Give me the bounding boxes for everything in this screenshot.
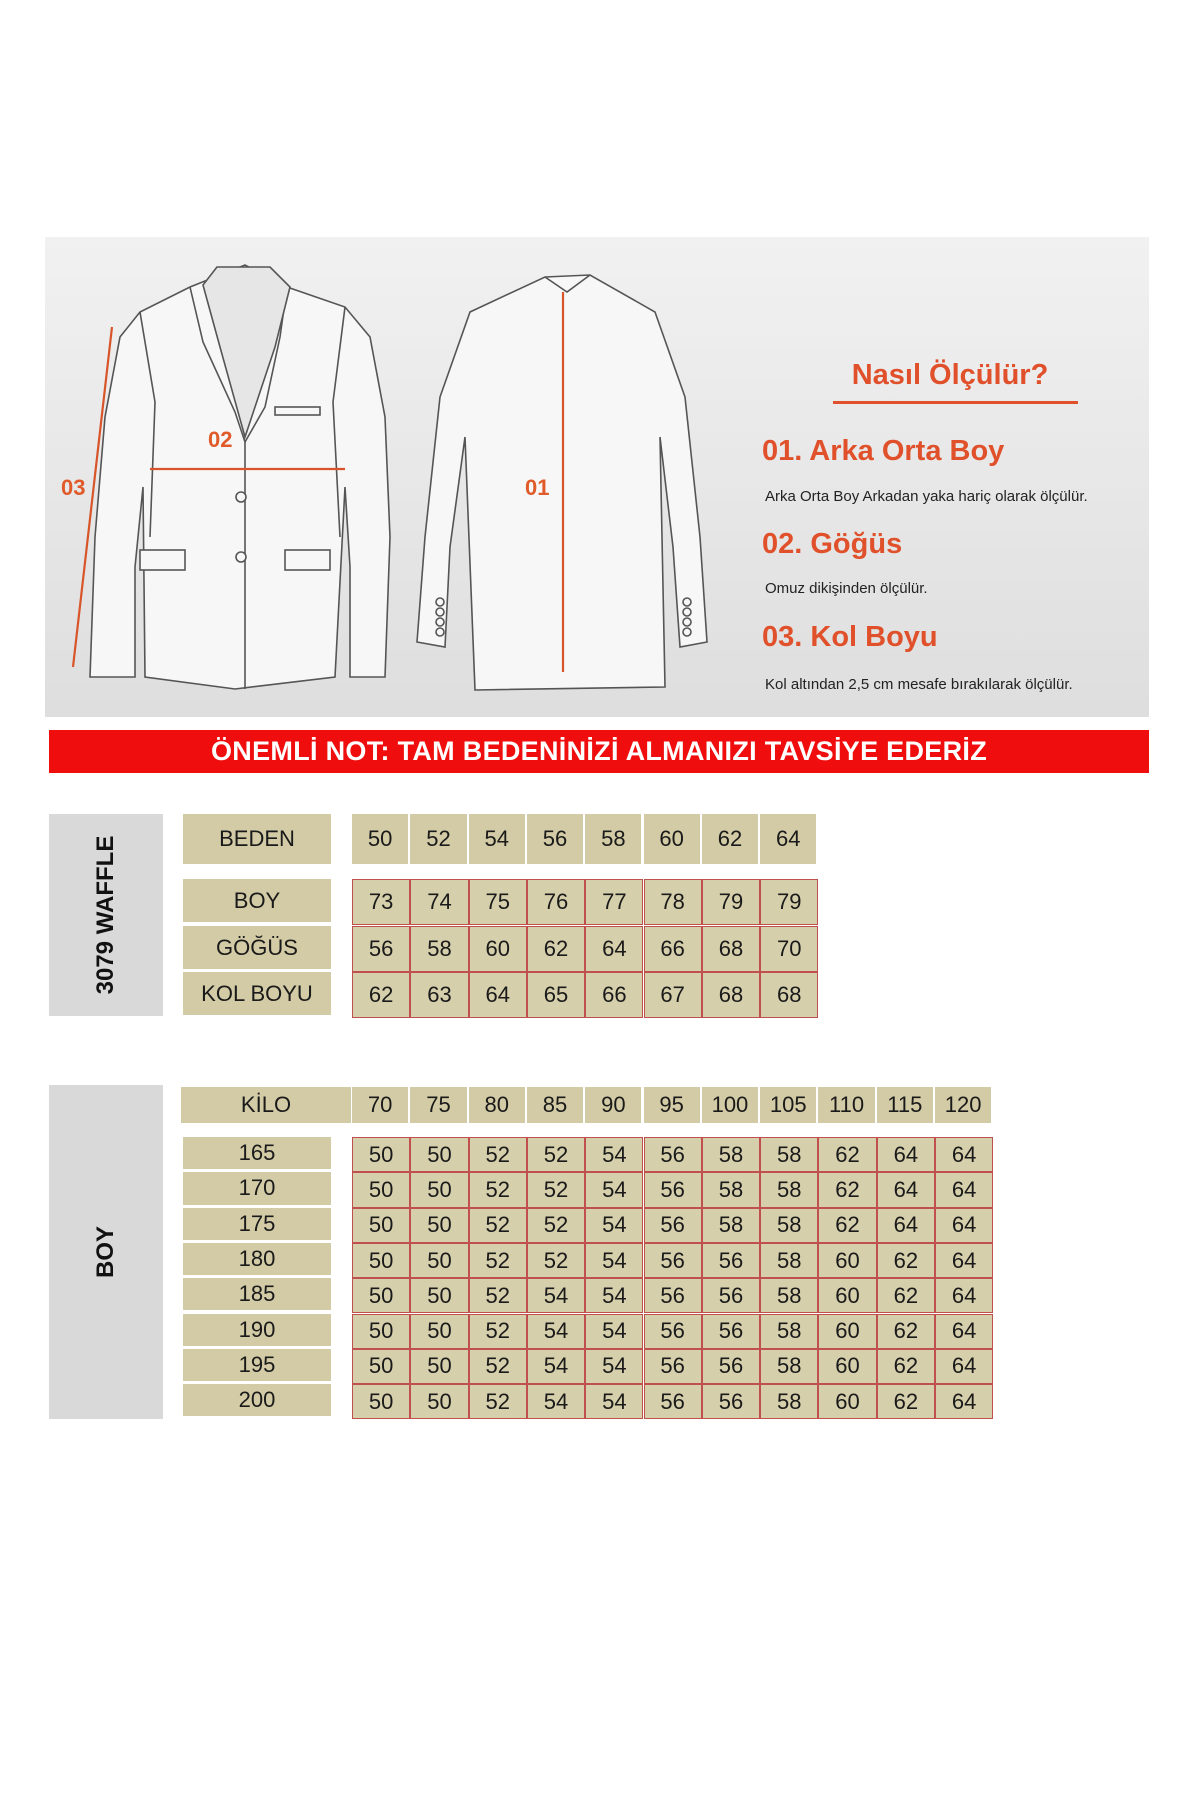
size-value-cell: 74 <box>410 879 468 925</box>
size-value-cell: 64 <box>469 972 527 1018</box>
fit-value-cell: 60 <box>818 1349 876 1384</box>
fit-value-cell: 58 <box>760 1278 818 1313</box>
fit-value-cell: 50 <box>352 1278 410 1313</box>
size-value-cell: 68 <box>702 972 760 1018</box>
fit-value-cell: 50 <box>352 1172 410 1207</box>
size-value-cell: 78 <box>644 879 702 925</box>
fit-value-cell: 52 <box>527 1208 585 1243</box>
fit-value-cell: 56 <box>644 1172 702 1207</box>
jacket-illustration <box>45 237 1149 717</box>
fit-value-cell: 54 <box>585 1172 643 1207</box>
fit-value-cell: 64 <box>935 1384 993 1419</box>
fit-value-cell: 62 <box>877 1243 935 1278</box>
fit-header-cell: 95 <box>644 1087 700 1123</box>
fit-header-label: KİLO <box>181 1087 351 1123</box>
fit-table-sidebar <box>49 1085 163 1419</box>
size-header-cell: 52 <box>410 814 466 864</box>
fit-row-label: 180 <box>183 1243 331 1275</box>
fit-value-cell: 54 <box>527 1278 585 1313</box>
fit-value-cell: 50 <box>352 1384 410 1419</box>
fit-value-cell: 50 <box>352 1137 410 1172</box>
fit-value-cell: 58 <box>760 1208 818 1243</box>
size-value-cell: 67 <box>644 972 702 1018</box>
size-header-cell: 50 <box>352 814 408 864</box>
fit-value-cell: 50 <box>352 1349 410 1384</box>
size-header-cell: 54 <box>469 814 525 864</box>
fit-value-cell: 62 <box>877 1349 935 1384</box>
fit-value-cell: 56 <box>702 1314 760 1349</box>
fit-value-cell: 56 <box>702 1384 760 1419</box>
fit-header-cell: 120 <box>935 1087 991 1123</box>
fit-row-label: 165 <box>183 1137 331 1169</box>
fit-value-cell: 50 <box>352 1208 410 1243</box>
size-value-cell: 77 <box>585 879 643 925</box>
fit-value-cell: 50 <box>410 1314 468 1349</box>
size-row-label: KOL BOYU <box>183 972 331 1015</box>
fit-value-cell: 64 <box>935 1172 993 1207</box>
fit-value-cell: 54 <box>527 1349 585 1384</box>
fit-value-cell: 64 <box>935 1208 993 1243</box>
fit-value-cell: 60 <box>818 1384 876 1419</box>
fit-value-cell: 62 <box>877 1314 935 1349</box>
fit-value-cell: 64 <box>877 1172 935 1207</box>
size-value-cell: 68 <box>702 926 760 972</box>
fit-value-cell: 52 <box>469 1243 527 1278</box>
fit-value-cell: 54 <box>585 1278 643 1313</box>
size-value-cell: 68 <box>760 972 818 1018</box>
fit-value-cell: 50 <box>410 1208 468 1243</box>
fit-value-cell: 56 <box>702 1243 760 1278</box>
size-value-cell: 79 <box>760 879 818 925</box>
fit-value-cell: 60 <box>818 1243 876 1278</box>
fit-header-cell: 100 <box>702 1087 758 1123</box>
fit-value-cell: 54 <box>527 1384 585 1419</box>
fit-value-cell: 64 <box>877 1137 935 1172</box>
title-underline <box>833 401 1078 404</box>
fit-value-cell: 62 <box>877 1384 935 1419</box>
fit-table-side-label: BOY <box>92 1225 119 1279</box>
size-value-cell: 64 <box>585 926 643 972</box>
size-header-cell: 56 <box>527 814 583 864</box>
size-value-cell: 62 <box>527 926 585 972</box>
fit-value-cell: 52 <box>469 1278 527 1313</box>
step-1-title: 01. Arka Orta Boy <box>762 435 1005 467</box>
fit-value-cell: 64 <box>935 1243 993 1278</box>
size-header-cell: 58 <box>585 814 641 864</box>
fit-value-cell: 50 <box>410 1243 468 1278</box>
how-to-measure-title: Nasıl Ölçülür? <box>851 359 1049 391</box>
fit-row-label: 175 <box>183 1208 331 1240</box>
fit-value-cell: 56 <box>644 1208 702 1243</box>
measurement-guide <box>45 237 1149 717</box>
fit-value-cell: 50 <box>410 1349 468 1384</box>
fit-value-cell: 52 <box>469 1137 527 1172</box>
step-2-desc: Omuz dikişinden ölçülür. <box>765 580 928 597</box>
size-value-cell: 65 <box>527 972 585 1018</box>
fit-value-cell: 58 <box>702 1137 760 1172</box>
fit-value-cell: 56 <box>702 1349 760 1384</box>
size-value-cell: 79 <box>702 879 760 925</box>
fit-value-cell: 52 <box>469 1314 527 1349</box>
fit-value-cell: 64 <box>877 1208 935 1243</box>
fit-value-cell: 54 <box>585 1243 643 1278</box>
fit-value-cell: 50 <box>410 1278 468 1313</box>
fit-value-cell: 60 <box>818 1314 876 1349</box>
fit-header-cell: 85 <box>527 1087 583 1123</box>
size-value-cell: 66 <box>585 972 643 1018</box>
fit-value-cell: 52 <box>527 1172 585 1207</box>
size-value-cell: 62 <box>352 972 410 1018</box>
size-value-cell: 75 <box>469 879 527 925</box>
fit-value-cell: 64 <box>935 1137 993 1172</box>
fit-value-cell: 50 <box>352 1314 410 1349</box>
size-table-sidebar <box>49 814 163 1016</box>
fit-value-cell: 50 <box>352 1243 410 1278</box>
fit-value-cell: 50 <box>410 1172 468 1207</box>
fit-value-cell: 54 <box>585 1137 643 1172</box>
fit-value-cell: 56 <box>702 1278 760 1313</box>
fit-row-label: 170 <box>183 1172 331 1204</box>
fit-header-cell: 110 <box>818 1087 874 1123</box>
fit-value-cell: 60 <box>818 1278 876 1313</box>
size-value-cell: 63 <box>410 972 468 1018</box>
fit-value-cell: 58 <box>760 1243 818 1278</box>
size-header-cell: 62 <box>702 814 758 864</box>
fit-value-cell: 58 <box>702 1208 760 1243</box>
step-2-title: 02. Göğüs <box>762 528 903 560</box>
fit-value-cell: 52 <box>527 1243 585 1278</box>
chest-marker: 02 <box>208 427 233 452</box>
fit-row-label: 190 <box>183 1314 331 1346</box>
step-3-title: 03. Kol Boyu <box>762 621 938 653</box>
fit-value-cell: 54 <box>585 1314 643 1349</box>
fit-value-cell: 52 <box>469 1208 527 1243</box>
fit-value-cell: 56 <box>644 1384 702 1419</box>
fit-header-cell: 115 <box>877 1087 933 1123</box>
fit-value-cell: 62 <box>818 1172 876 1207</box>
sleeve-marker: 03 <box>61 475 86 500</box>
size-header-cell: 64 <box>760 814 816 864</box>
size-value-cell: 56 <box>352 926 410 972</box>
fit-value-cell: 58 <box>760 1384 818 1419</box>
size-value-cell: 58 <box>410 926 468 972</box>
fit-row-label: 185 <box>183 1278 331 1310</box>
size-row-label: GÖĞÜS <box>183 926 331 969</box>
fit-value-cell: 64 <box>935 1278 993 1313</box>
size-value-cell: 73 <box>352 879 410 925</box>
size-value-cell: 66 <box>644 926 702 972</box>
important-note-banner: ÖNEMLİ NOT: TAM BEDENİNİZİ ALMANIZI TAVSİYE EDERİZ <box>49 730 1149 773</box>
fit-value-cell: 54 <box>585 1349 643 1384</box>
fit-header-cell: 90 <box>585 1087 641 1123</box>
size-table-side-label: 3079 WAFFLE <box>92 835 119 995</box>
size-header-label: BEDEN <box>183 814 331 864</box>
fit-header-cell: 75 <box>410 1087 466 1123</box>
jacket-front-drawing <box>90 265 390 689</box>
size-value-cell: 70 <box>760 926 818 972</box>
back-marker: 01 <box>525 475 550 500</box>
fit-value-cell: 62 <box>877 1278 935 1313</box>
fit-value-cell: 56 <box>644 1243 702 1278</box>
fit-value-cell: 52 <box>527 1137 585 1172</box>
fit-value-cell: 52 <box>469 1349 527 1384</box>
fit-value-cell: 58 <box>760 1349 818 1384</box>
fit-value-cell: 58 <box>702 1172 760 1207</box>
fit-value-cell: 64 <box>935 1314 993 1349</box>
fit-value-cell: 58 <box>760 1137 818 1172</box>
fit-value-cell: 52 <box>469 1172 527 1207</box>
fit-value-cell: 58 <box>760 1172 818 1207</box>
fit-row-label: 195 <box>183 1349 331 1381</box>
fit-value-cell: 62 <box>818 1137 876 1172</box>
fit-value-cell: 56 <box>644 1349 702 1384</box>
fit-row-label: 200 <box>183 1384 331 1416</box>
fit-header-cell: 80 <box>469 1087 525 1123</box>
fit-value-cell: 56 <box>644 1278 702 1313</box>
fit-value-cell: 50 <box>410 1137 468 1172</box>
fit-header-cell: 70 <box>352 1087 408 1123</box>
fit-value-cell: 54 <box>585 1208 643 1243</box>
step-1-desc: Arka Orta Boy Arkadan yaka hariç olarak ölçülür. <box>765 488 1088 505</box>
fit-value-cell: 56 <box>644 1137 702 1172</box>
fit-value-cell: 56 <box>644 1314 702 1349</box>
size-value-cell: 76 <box>527 879 585 925</box>
step-3-desc: Kol altından 2,5 cm mesafe bırakılarak ölçülür. <box>765 676 1073 693</box>
fit-value-cell: 64 <box>935 1349 993 1384</box>
fit-value-cell: 54 <box>527 1314 585 1349</box>
fit-value-cell: 54 <box>585 1384 643 1419</box>
fit-value-cell: 62 <box>818 1208 876 1243</box>
size-header-cell: 60 <box>644 814 700 864</box>
fit-value-cell: 58 <box>760 1314 818 1349</box>
fit-value-cell: 52 <box>469 1384 527 1419</box>
fit-header-cell: 105 <box>760 1087 816 1123</box>
size-value-cell: 60 <box>469 926 527 972</box>
size-row-label: BOY <box>183 879 331 922</box>
fit-value-cell: 50 <box>410 1384 468 1419</box>
